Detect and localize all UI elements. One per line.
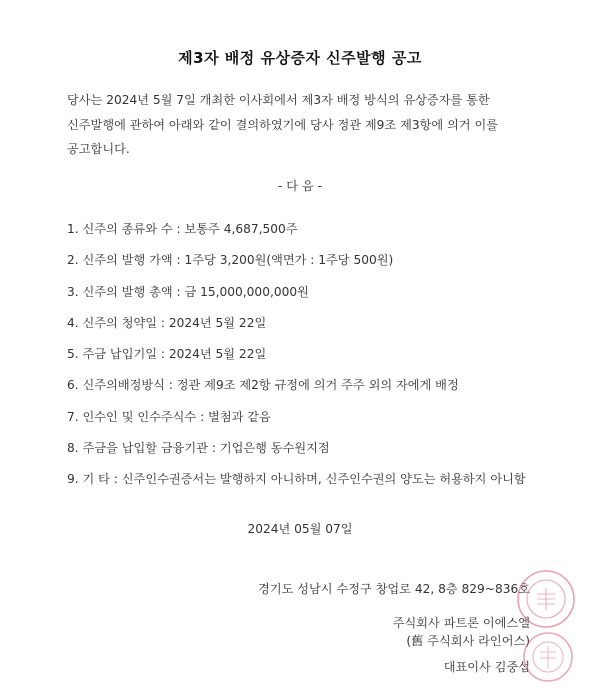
ceo-seal-icon [522,628,574,686]
intro-paragraph: 당사는 2024년 5월 7일 개최한 이사회에서 제3자 배정 방식의 유상증자를 통한 신주발행에 관하여 아래와 같이 결의하였기에 당사 정관 제9조 제3항에 의거 이를 공고합니다. [67,93,498,156]
item-subscribers: 7. 인수인 및 인수주식수 : 별첨과 같음 [67,409,271,424]
former-company-name: (舊 주식회사 라인어스) [406,634,530,648]
ceo-name: 대표이사 김중섭 [443,660,530,674]
item-issue-price: 2. 신주의 발행 가액 : 1주당 3,200원(액면가 : 1주당 500원) [67,253,394,268]
item-allocation-method: 6. 신주의배정방식 : 정관 제9조 제2항 규정에 의거 주주 외의 자에게 배정 [67,378,459,393]
item-other: 9. 기 타 : 신주인수권증서는 발행하지 아니하며, 신주인수권의 양도는 허용하지 아니함 [67,472,526,487]
item-payment-date: 5. 주금 납입기일 : 2024년 5월 22일 [67,347,267,362]
announcement-date: 2024년 05월 07일 [247,522,353,536]
item-share-type: 1. 신주의 종류와 수 : 보통주 4,687,500주 [67,222,298,236]
company-address: 경기도 성남시 수정구 창업로 42, 8층 829~836호 [258,582,530,596]
item-total-amount: 3. 신주의 발행 총액 : 금 15,000,000,000원 [67,284,309,299]
company-name: 주식회사 파트론 이에스엘 [392,616,530,630]
section-heading: - 다 음 - [278,179,322,193]
item-subscription-date: 4. 신주의 청약일 : 2024년 5월 22일 [67,315,267,330]
company-seal-icon [515,568,577,630]
item-bank: 8. 주금을 납입할 금융기관 : 기업은행 동수원지점 [67,441,330,456]
resolution-items [67,219,526,501]
document-title: 제3자 배정 유상증자 신주발행 공고 [178,49,422,67]
